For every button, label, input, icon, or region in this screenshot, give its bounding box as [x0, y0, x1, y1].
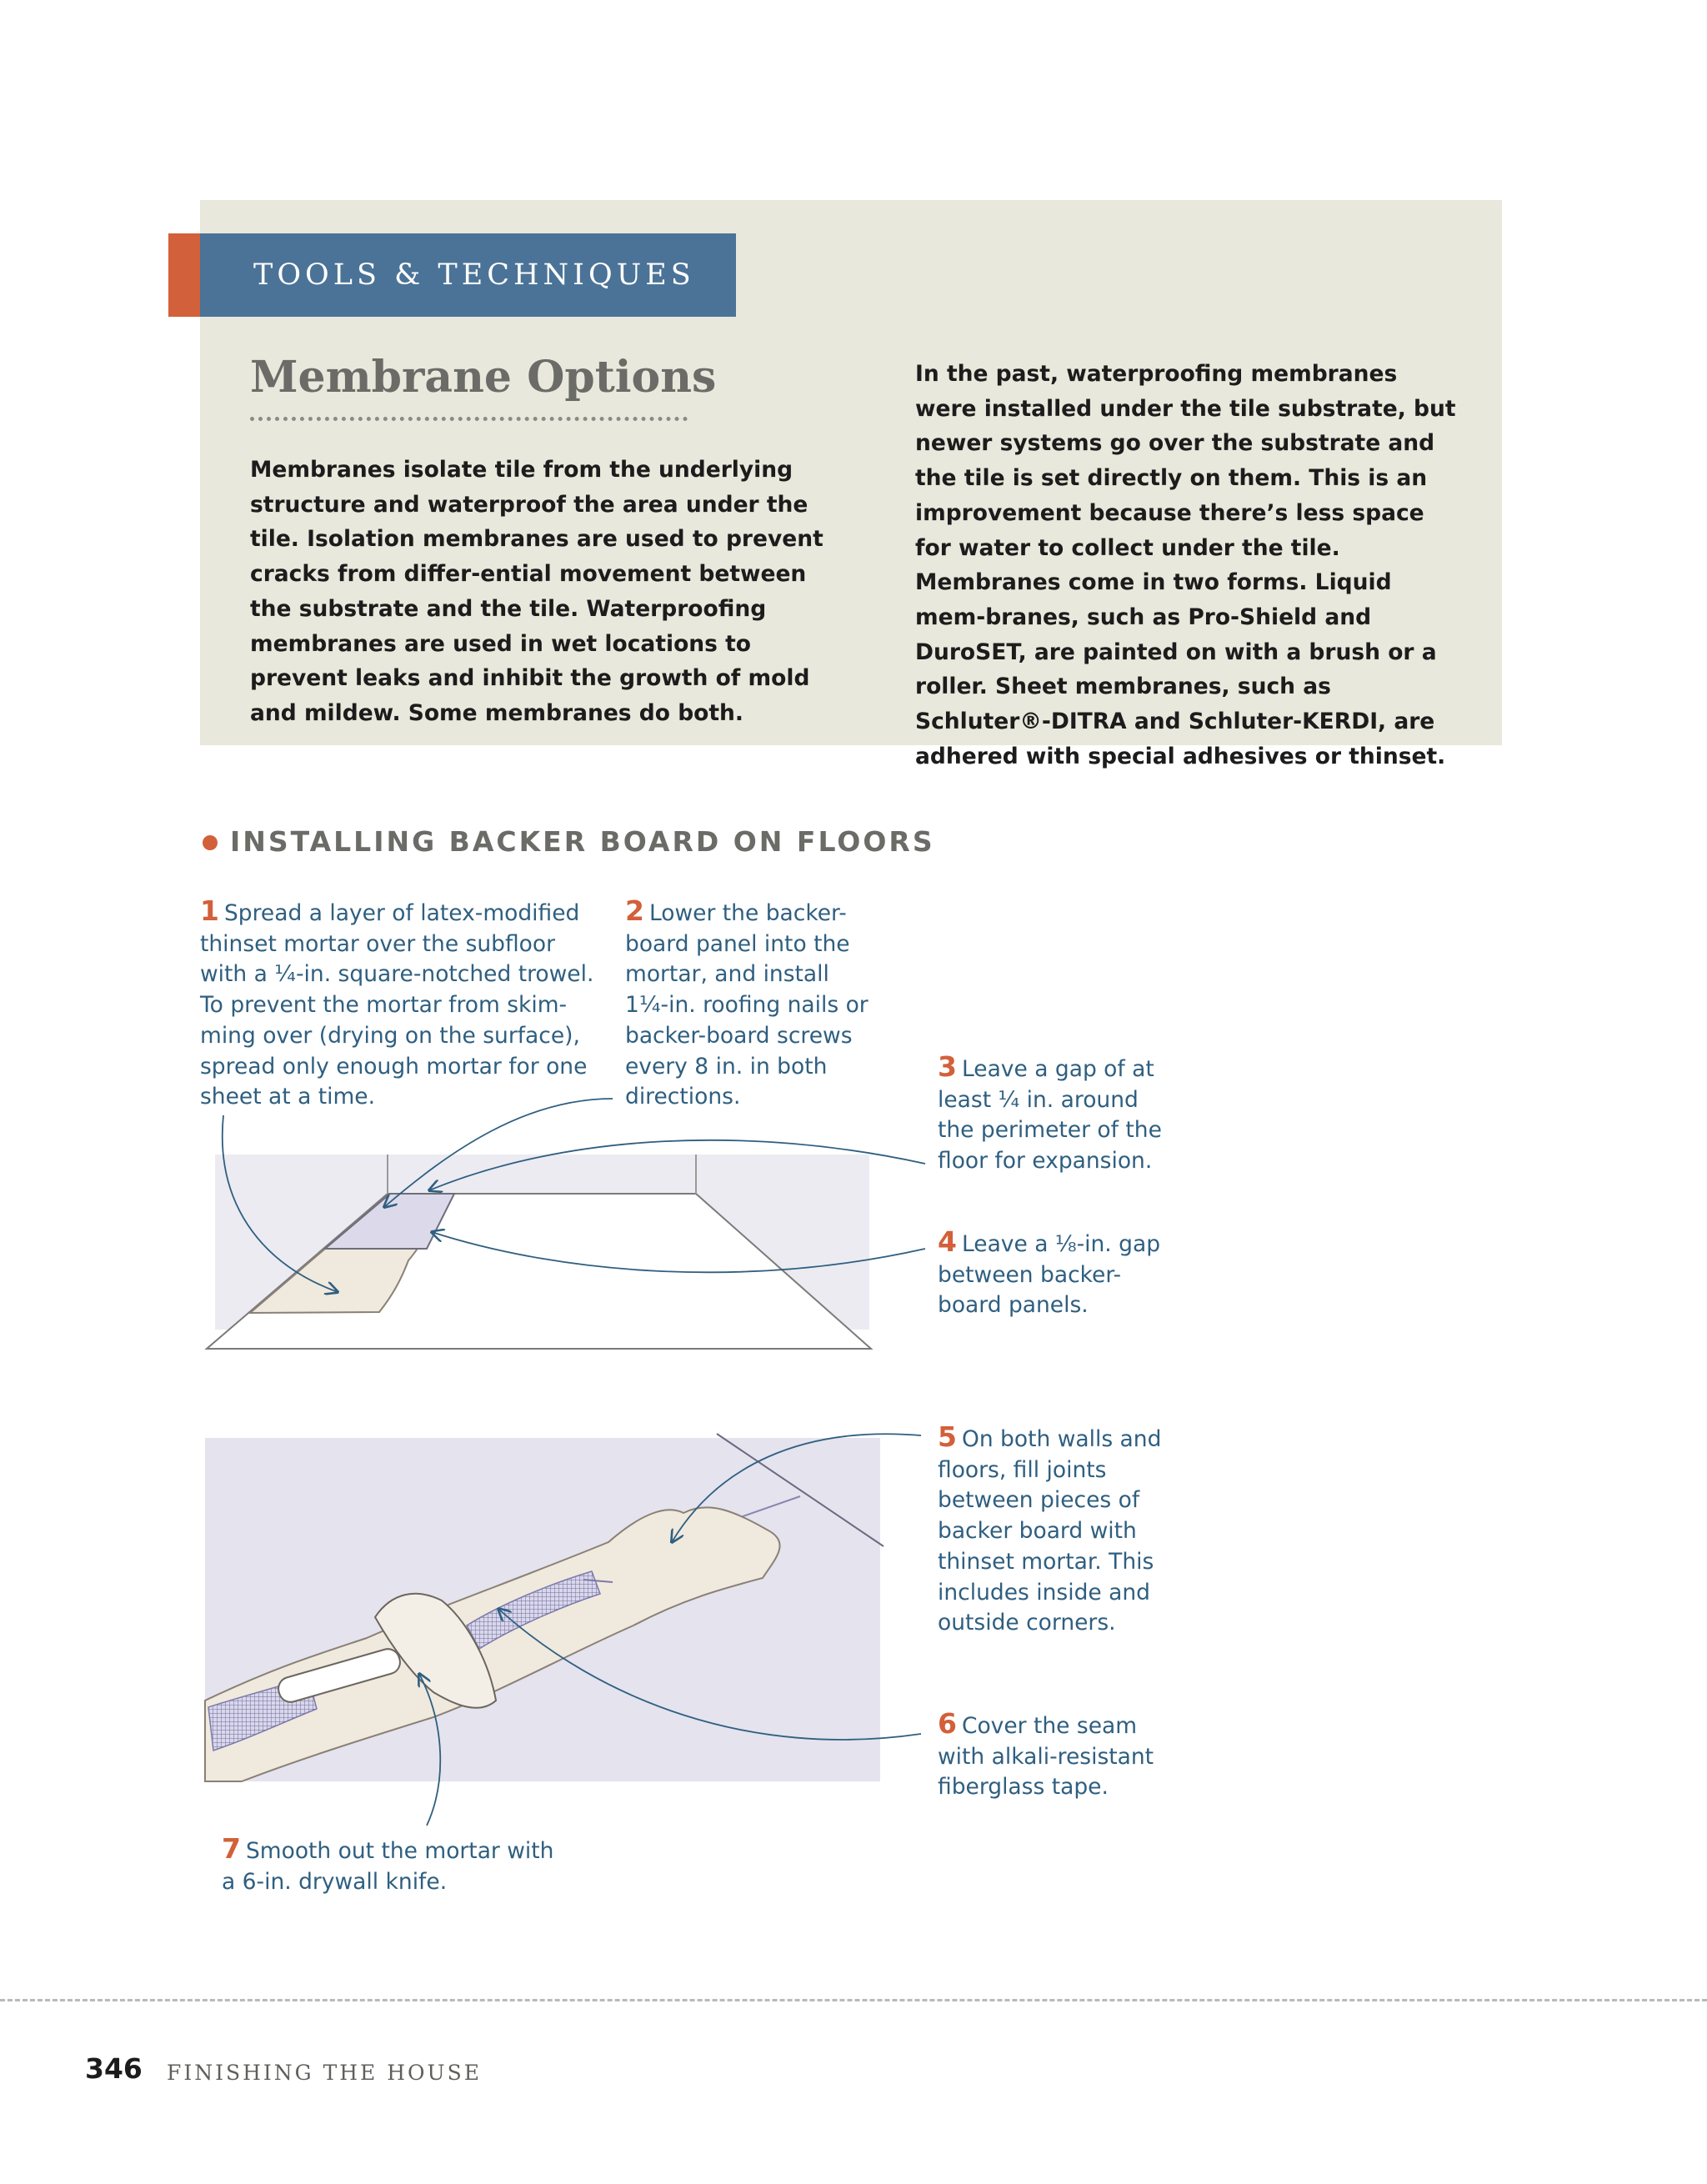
sidebar-paragraph-1: In the past, waterproofing membranes were installed under the tile substrate, but newer systems go over the substrate and the tile is set directly on them. This is an improvement because there’s less space for water to collect under the tile. [915, 361, 1456, 561]
sidebar-paragraph-2: Membranes come in two forms. Liquid mem-branes, such as Pro-Shield and DuroSET, are painted on with a brush or a roller. Sheet membranes, such as Schluter®-DITRA and Schluter-KERDI, are adhered with special adhesives or thinset. [915, 569, 1446, 769]
footer-dashed-rule [0, 1999, 1707, 2001]
floor-illustration [207, 1155, 871, 1349]
step-4-text: Leave a ⅛-in. gap between backer-board panels. [938, 1231, 1161, 1319]
sidebar-title: Membrane Options [250, 352, 717, 403]
step-6-number: 6 [938, 1707, 957, 1740]
step-6-text: Cover the seam with alkali-resistant fiberglass tape. [938, 1713, 1154, 1801]
step-7-number: 7 [222, 1832, 241, 1865]
banner-label: TOOLS & TECHNIQUES [253, 258, 695, 292]
step-4-caption [938, 1227, 1171, 1321]
step-7-text: Smooth out the mortar with a 6-in. drywall knife. [222, 1838, 554, 1895]
step-2-number: 2 [625, 894, 644, 927]
step-2-text: Lower the backer-board panel into the mortar, and install 1¼-in. roofing nails or backer-board screws every 8 in. in both directions. [625, 900, 869, 1110]
step-1-text: Spread a layer of latex-modified thinset mortar over the subfloor with a ¼-in. square-notched trowel. To prevent the mortar from skim-ming over (drying on the surface), spread only enough mortar for one sheet at a time. [200, 900, 594, 1110]
step-3-caption [938, 1052, 1171, 1177]
seam-illustration [205, 1434, 884, 1781]
sidebar-column-1: Membranes isolate tile from the underlying structure and waterproof the area under the tile. Isolation membranes are used to prevent cracks from differ-ential movement between the substrate and the tile. Waterproofing membranes are used in wet locations to prevent leaks and inhibit the growth of mold and mildew. Some membranes do both. [250, 457, 823, 726]
section-heading: INSTALLING BACKER BOARD ON FLOORS [230, 825, 935, 858]
step-1-number: 1 [200, 894, 219, 927]
step-7-caption [222, 1834, 555, 1897]
step-5-caption [938, 1422, 1171, 1639]
step-3-text: Leave a gap of at least ¼ in. around the perimeter of the floor for expansion. [938, 1056, 1162, 1175]
step-4-number: 4 [938, 1225, 957, 1258]
step-2-caption [625, 896, 875, 1113]
page-number: 346 [85, 2052, 143, 2085]
running-head: FINISHING THE HOUSE [167, 2061, 482, 2085]
step-3-number: 3 [938, 1050, 957, 1083]
step-6-caption [938, 1709, 1179, 1803]
step-1-caption [200, 896, 600, 1113]
step-5-text: On both walls and floors, fill joints between pieces of backer board with thinset mortar. This includes inside and outside corners. [938, 1426, 1162, 1636]
step-5-number: 5 [938, 1420, 957, 1453]
